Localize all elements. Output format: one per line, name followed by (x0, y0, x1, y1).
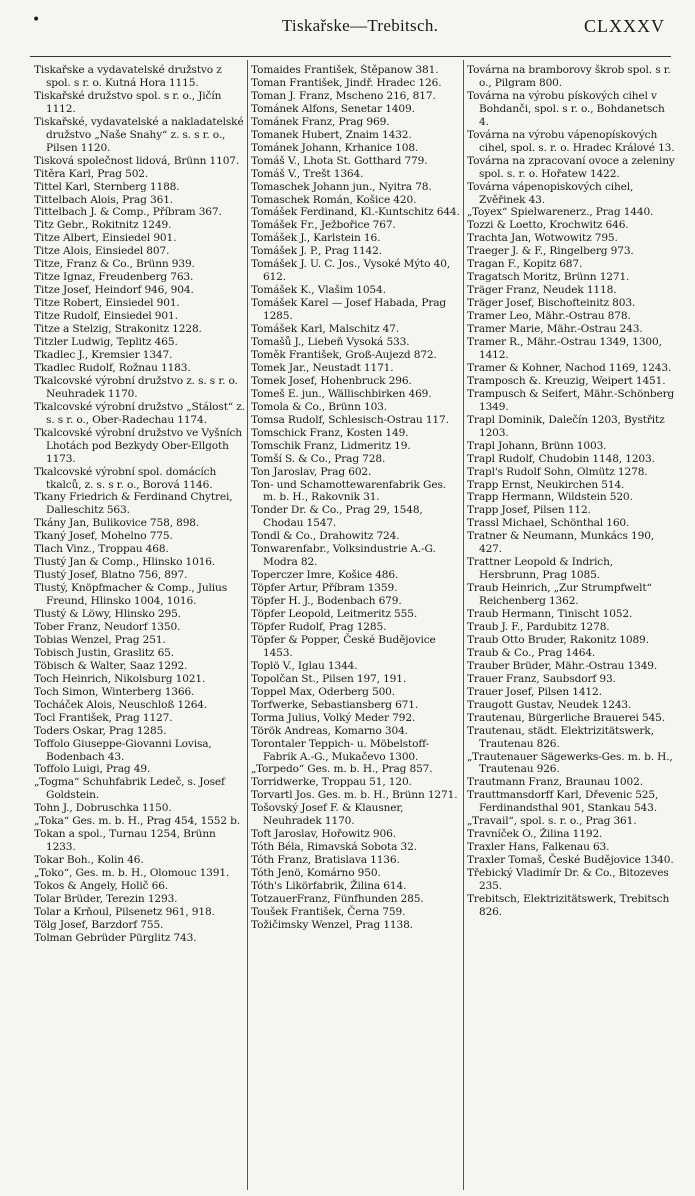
directory-entry: Tiskařské družstvo spol. s r. o., Jičín 1112. (34, 89, 222, 115)
directory-entry: Tramer R., Mähr.-Ostrau 1349, 1300, 1412. (467, 336, 662, 361)
directory-entry: Tramer Leo, Mähr.-Ostrau 878. (467, 310, 631, 323)
directory-entry: Trautenau, städt. Elektrizitätswerk, Trautenau 826. (467, 724, 654, 750)
directory-entry: Tkalcovské výrobní družstvo „Stálost“ z. s. s r. o., Ober-Radechau 1174. (34, 400, 245, 426)
directory-entry: Tomášek J., Karlstein 16. (251, 232, 381, 245)
directory-entry: Tittel Karl, Sternberg 1188. (34, 180, 180, 193)
directory-entry: Toders Oskar, Prag 1285. (34, 724, 167, 737)
header-dot: • (32, 12, 41, 28)
directory-entry: „Toka“ Ges. m. b. H., Prag 454, 1552 b. (34, 815, 241, 828)
directory-entry: Trapp Josef, Pilsen 112. (467, 504, 591, 517)
directory-entry: Tomaides František, Štěpanow 381. (251, 64, 439, 76)
directory-entry: Tomanek Hubert, Znaim 1432. (251, 128, 412, 141)
column-divider (463, 60, 464, 1190)
directory-entry: Toffolo Giuseppe-Giovanni Lovisa, Bodenbach 43. (34, 737, 212, 763)
directory-entry: Trattner Leopold & Indrich, Hersbrunn, Prag 1085. (467, 556, 613, 582)
directory-entry: Tramposch &. Kreuzig, Weipert 1451. (467, 374, 666, 387)
directory-entry: Tokan a spol., Turnau 1254, Brünn 1233. (34, 828, 216, 854)
directory-entry: Továrna na výrobu pískových cihel v Bohdanči, spol. s r. o., Bohdanetsch 4. (467, 89, 665, 128)
directory-entry: Toměk František, Groß-Aujezd 872. (251, 348, 437, 361)
directory-entry: Tománek Franz, Prag 969. (251, 115, 390, 128)
directory-entry: Travníček O., Žilina 1192. (467, 828, 603, 841)
directory-entry: Tocl František, Prag 1127. (34, 711, 173, 724)
directory-entry: Tkaný Josef, Mohelno 775. (34, 530, 173, 543)
directory-entry: Tobias Wenzel, Prag 251. (34, 633, 166, 646)
directory-entry: Toušek František, Černa 759. (251, 905, 406, 918)
directory-entry: Tomášek J. U. C. Jos., Vysoké Mýto 40, 612. (251, 258, 451, 284)
directory-entry: Titz Gebr., Rokitnitz 1249. (34, 219, 172, 232)
directory-entry: Tkadlec J., Kremsier 1347. (34, 348, 173, 361)
directory-entry: Traxler Hans, Falkenau 63. (467, 841, 610, 854)
directory-entry: Tomáš V., Trešt 1364. (251, 167, 364, 180)
directory-entry: Trampusch & Seifert, Mähr.-Schönberg 1349. (467, 387, 675, 413)
directory-entry: Tlustý, Knöpfmacher & Comp., Julius Freund, Hlinsko 1004, 1016. (34, 582, 227, 608)
directory-entry: Tománek Johann, Krhanice 108. (251, 141, 419, 154)
directory-entry: Töbisch & Walter, Saaz 1292. (34, 659, 188, 672)
directory-entry: „Togma“ Schuhfabrik Ledeč, s. Josef Goldstein. (34, 776, 225, 802)
directory-entry: Tragatsch Moritz, Brünn 1271. (467, 271, 630, 284)
directory-entry: Trauber Brüder, Mähr.-Ostrau 1349. (467, 659, 658, 672)
directory-entry: Tošovský Josef F. & Klausner, Neuhradek 1170. (251, 802, 404, 828)
directory-entry: Tkány Jan, Bulikovice 758, 898. (34, 517, 200, 530)
directory-entry: Tlach Vinz., Troppau 468. (34, 543, 169, 556)
page-header (0, 0, 695, 48)
directory-entry: Tóth Béla, Rimavská Sobota 32. (251, 841, 417, 854)
directory-entry: Tomší S. & Co., Prag 728. (251, 452, 386, 465)
directory-entry: Továrna na bramborovy škrob spol. s r. o., Pilgram 800. (467, 64, 671, 89)
directory-entry: Tonder Dr. & Co., Prag 29, 1548, Chodau 1547. (251, 504, 423, 530)
directory-entry: Torridwerke, Troppau 51, 120. (251, 776, 412, 789)
directory-entry: Tondl & Co., Drahowitz 724. (251, 530, 400, 543)
directory-entry: Titze Albert, Einsiedel 901. (34, 232, 177, 245)
directory-entry: Trauer Josef, Pilsen 1412. (467, 685, 602, 698)
directory-entry: Török Andreas, Komarno 304. (251, 724, 408, 737)
directory-entry: Trachta Jan, Wotwowitz 795. (467, 232, 618, 245)
directory-entry: Tkany Friedrich & Ferdinand Chytrei, Dalleschitz 563. (34, 491, 233, 517)
directory-entry: Trapl's Rudolf Sohn, Olmütz 1278. (467, 465, 648, 478)
directory-entry: Titze Josef, Heindorf 946, 904. (34, 284, 194, 297)
directory-entry: Tramer & Kohner, Nachod 1169, 1243. (467, 361, 672, 374)
directory-entry: Töpfer Leopold, Leitmeritz 555. (251, 608, 418, 621)
directory-entry: Töpfer Rudolf, Prag 1285. (251, 620, 387, 633)
directory-entry: Tittelbach J. & Comp., Příbram 367. (34, 206, 222, 219)
directory-entry: Tomaschek Román, Košice 420. (251, 193, 417, 206)
page-number: CLXXXV (584, 16, 665, 36)
directory-entry: Trassl Michael, Schönthal 160. (467, 517, 630, 530)
directory-entry: Tomola & Co., Brünn 103. (251, 400, 387, 413)
directory-entry: Toman J. Franz, Mscheno 216, 817. (251, 89, 436, 102)
directory-entry: Továrna na výrobu vápenopískových cihel, spol. s. r. o. Hradec Králové 13. (467, 128, 675, 154)
column-divider (247, 60, 248, 1190)
directory-entry: Tobisch Justin, Graslitz 65. (34, 646, 174, 659)
directory-entry: Tlustý Jan & Comp., Hlinsko 1016. (34, 556, 216, 569)
running-title: Tiskařske—Trebitsch. (281, 16, 439, 35)
directory-entry: Tozzi & Loetto, Krochwitz 646. (467, 219, 629, 232)
directory-entry: Tomeš E. jun., Wällischbirken 469. (251, 387, 432, 400)
directory-entry: Továrna na zpracovaní ovoce a zeleniny spol. s. r. o. Hořatew 1422. (467, 154, 675, 180)
directory-entry: Traub Otto Bruder, Rakonitz 1089. (467, 633, 649, 646)
directory-entry: Tittelbach Alois, Prag 361. (34, 193, 174, 206)
directory-entry: „Trautenauer Sägewerks-Ges. m. b. H., Trautenau 926. (467, 750, 673, 776)
directory-entry: Tomáš V., Lhota St. Gotthard 779. (251, 154, 428, 167)
directory-entry: Tokos & Angely, Holič 66. (34, 880, 169, 893)
directory-entry: Trauer Franz, Saubsdorf 93. (467, 672, 616, 685)
directory-entry: Tonwarenfabr., Volksindustrie A.-G. Modra 82. (251, 543, 436, 569)
directory-entry: Torfwerke, Sebastiansberg 671. (251, 698, 419, 711)
directory-entry: Tlustý & Löwy, Hlinsko 295. (34, 608, 181, 621)
directory-entry: Titze Alois, Einsiedel 807. (34, 245, 170, 258)
directory-entry: Tramer Marie, Mähr.-Ostrau 243. (467, 323, 643, 336)
directory-entry: Torvartl Jos. Ges. m. b. H., Brünn 1271. (251, 789, 458, 802)
directory-entry: Tkadlec Rudolf, Rožnau 1183. (34, 361, 191, 374)
directory-entry: Tomášek Ferdinand, Kl.-Kuntschitz 644. (251, 206, 460, 219)
directory-entry: Toft Jaroslav, Hořowitz 906. (251, 828, 396, 841)
directory-entry: Trebitsch, Elektrizitätswerk, Trebitsch 826. (467, 893, 670, 918)
directory-entry: Traub & Co., Prag 1464. (467, 646, 596, 659)
directory-entry: „Toyex“ Spielwarenerz., Prag 1440. (467, 206, 654, 219)
directory-entry: Trautmann Franz, Braunau 1002. (467, 776, 643, 789)
directory-entry: Tomek Jar., Neustadt 1171. (251, 361, 394, 374)
directory-entry: Tomschick Franz, Kosten 149. (251, 426, 409, 439)
directory-entry: Töpfer & Popper, České Budějovice 1453. (251, 633, 436, 659)
directory-entry: Tkalcovské výrobní družstvo ve Vyšních Lhotách pod Bezkydy Ober-Ellgoth 1173. (34, 426, 242, 465)
directory-entry: Tolar Brüder, Terezin 1293. (34, 893, 178, 905)
directory-entry: Tober Franz, Neudorf 1350. (34, 620, 181, 633)
column-3 (467, 64, 675, 1189)
directory-entry: Tomášek Karel — Josef Habada, Prag 1285. (251, 297, 447, 323)
directory-entry: Topolčan St., Pilsen 197, 191. (251, 672, 407, 685)
directory-entry: Träger Franz, Neudek 1118. (467, 284, 617, 297)
directory-entry: Tölg Josef, Barzdorf 755. (34, 918, 164, 931)
directory-entry: Traub J. F., Pardubitz 1278. (467, 620, 610, 633)
directory-entry: Töpfer H. J., Bodenbach 679. (251, 595, 402, 608)
directory-entry: Traxler Tomaš, České Budějovice 1340. (467, 854, 674, 867)
directory-entry: Traeger J. & F., Ringelberg 973. (467, 245, 634, 258)
directory-entry: TotzauerFranz, Fünfhunden 285. (251, 893, 424, 905)
directory-entry: Trautenau, Bürgerliche Brauerei 545. (467, 711, 665, 724)
directory-entry: Träger Josef, Bischofteinitz 803. (467, 297, 636, 310)
directory-entry: Tohn J., Dobruschka 1150. (34, 802, 172, 815)
directory-entry: Töpfer Artur, Příbram 1359. (251, 582, 398, 595)
directory-entry: Torontaler Teppich- u. Möbelstoff-Fabrik A.-G., Mukačevo 1300. (251, 737, 429, 763)
directory-entry: „Toko“, Ges. m. b. H., Olomouc 1391. (34, 867, 230, 880)
directory-entry: Titze, Franz & Co., Brünn 939. (34, 258, 195, 271)
column-2 (251, 64, 461, 1189)
directory-entry: Tomek Josef, Hohenbruck 296. (251, 374, 412, 387)
directory-entry: Titze Robert, Einsiedel 901. (34, 297, 180, 310)
directory-entry: Toperczer Imre, Košice 486. (251, 569, 399, 582)
directory-entry: Tratner & Neumann, Munkács 190, 427. (467, 530, 655, 556)
directory-entry: Torma Julius, Volký Meder 792. (251, 711, 416, 724)
directory-entry: Tomsa Rudolf, Schlesisch-Ostrau 117. (251, 413, 449, 426)
directory-entry: Traub Hermann, Tinischt 1052. (467, 608, 633, 621)
directory-entry: Tomschik Franz, Lidmeritz 19. (251, 439, 411, 452)
directory-entry: Titzler Ludwig, Teplitz 465. (34, 336, 178, 349)
directory-entry: Tóth's Likörfabrik, Žilina 614. (251, 880, 407, 893)
directory-entry: Tlustý Josef, Blatno 756, 897. (34, 569, 188, 582)
directory-entry: Tománek Alfons, Senetar 1409. (251, 102, 415, 115)
directory-entry: Titze Ignaz, Freudenberg 763. (34, 271, 194, 284)
directory-entry: Titěra Karl, Prag 502. (34, 167, 149, 180)
directory-entry: Trapl Rudolf, Chudobin 1148, 1203. (467, 452, 655, 465)
directory-entry: Trapp Ernst, Neukirchen 514. (467, 478, 625, 491)
directory-entry: Tomášek Karl, Malschitz 47. (251, 323, 400, 336)
directory-entry: Tocháček Alois, Neuschloß 1264. (34, 698, 208, 711)
directory-entry: Titze Rudolf, Einsiedel 901. (34, 310, 178, 323)
directory-entry: Toplö V., Iglau 1344. (251, 659, 358, 672)
directory-entry: Ton- und Schamottewarenfabrik Ges. m. b. H., Rakovnik 31. (251, 478, 446, 504)
directory-entry: Toppel Max, Oderberg 500. (251, 685, 395, 698)
header-rule (30, 56, 671, 57)
directory-entry: Třebický Vladimír Dr. & Co., Bitozeves 235. (467, 867, 669, 893)
directory-entry: Továrna vápenopiskových cihel, Zvěřinek 43. (467, 180, 634, 206)
directory-entry: Tomášek K., Vlašim 1054. (251, 284, 386, 297)
directory-entry: Tomaschek Johann jun., Nyitra 78. (251, 180, 432, 193)
directory-entry: Tomášek Fr., Ježbořice 767. (251, 219, 396, 232)
directory-entry: Toch Simon, Winterberg 1366. (34, 685, 195, 698)
directory-entry: Tomašů J., Liebeň Vysoká 533. (251, 336, 410, 349)
directory-entry: Ton Jaroslav, Prag 602. (251, 465, 372, 478)
directory-entry: Tiskařske a vydavatelské družstvo z spol. s r. o. Kutná Hora 1115. (34, 64, 222, 89)
directory-entry: Trauttmansdorff Karl, Dřevenic 525, Ferdinandsthal 901, Stankau 543. (467, 789, 659, 815)
directory-entry: Tokar Boh., Kolin 46. (34, 854, 144, 867)
directory-entry: „Torpedo“ Ges. m. b. H., Prag 857. (251, 763, 433, 776)
directory-entry: Tomášek J. P., Prag 1142. (251, 245, 382, 258)
directory-entry: Titze a Stelzig, Strakonitz 1228. (34, 323, 202, 336)
directory-entry: Traugott Gustav, Neudek 1243. (467, 698, 632, 711)
directory-entry: Traub Heinrich, „Zur Strumpfwelt“ Reichenberg 1362. (467, 582, 652, 608)
directory-entry: Tóth Franz, Bratislava 1136. (251, 854, 400, 867)
directory-entry: Tragan F., Kopitz 687. (467, 258, 583, 271)
directory-entry: Tolman Gebrüder Pürglitz 743. (34, 931, 197, 944)
directory-entry: Tóth Jenö, Komárno 950. (251, 867, 381, 880)
directory-entry: Trapl Johann, Brünn 1003. (467, 439, 607, 452)
directory-entry: Tkalcovské výrobní družstvo z. s. s r. o. Neuhradek 1170. (34, 374, 238, 400)
directory-entry: Trapp Hermann, Wildstein 520. (467, 491, 633, 504)
directory-entry: Tožičimsky Wenzel, Prag 1138. (251, 918, 413, 931)
directory-entry: Tkalcovské výrobní spol. domácích tkalců, z. s. s r. o., Borová 1146. (34, 465, 217, 491)
directory-entry: Tiskařské, vydavatelské a nakladatelské družstvo „Naše Snahy“ z. s. s r. o., Pilsen 1120. (34, 115, 244, 154)
directory-entry: Tolar a Krňoul, Pilsenetz 961, 918. (34, 905, 215, 918)
directory-entry: Toffolo Luigi, Prag 49. (34, 763, 151, 776)
directory-entry: Trapl Dominik, Dalečín 1203, Bystřitz 1203. (467, 413, 665, 439)
column-1 (34, 64, 246, 1189)
directory-entry: Tisková společnost lidová, Brünn 1107. (34, 154, 240, 167)
directory-entry: „Travail“, spol. s. r. o., Prag 361. (467, 815, 637, 828)
directory-entry: Toch Heinrich, Nikolsburg 1021. (34, 672, 206, 685)
directory-entry: Toman František, Jindř. Hradec 126. (251, 76, 442, 89)
